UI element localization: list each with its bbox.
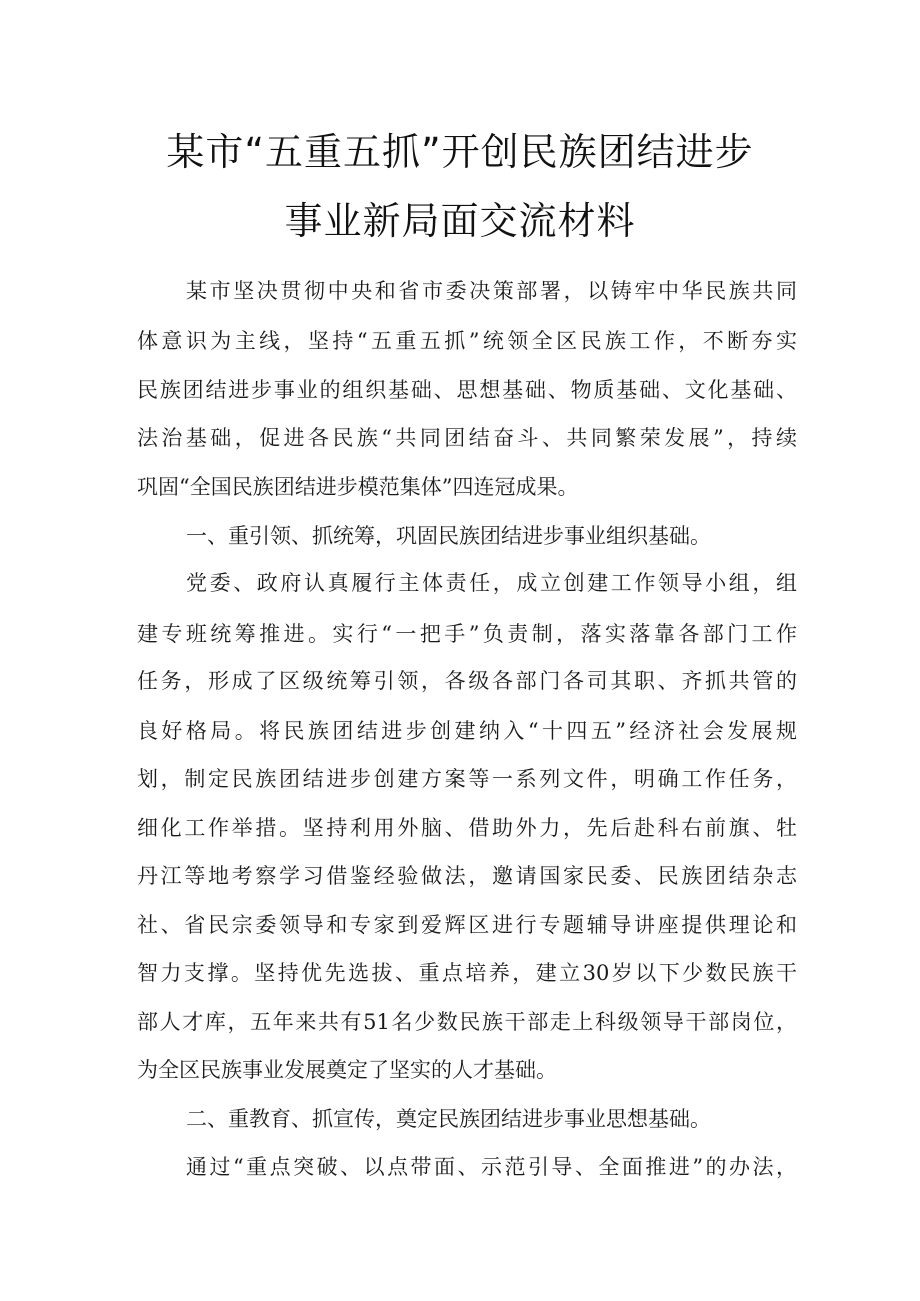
body-text-line: 任务，形成了区级统筹引领，各级各部门各司其职、齐抓共管的 — [137, 669, 797, 693]
body-text-line: 丹江等地考察学习借鉴经验做法，邀请国家民委、民族团结杂志 — [137, 864, 797, 888]
document-title-line-1: 某市“五重五抓”开创民族团结进步 — [166, 130, 754, 174]
body-text-line: 社、省民宗委领导和专家到爱辉区进行专题辅导讲座提供理论和 — [137, 913, 797, 937]
body-text-line: 法治基础，促进各民族“共同团结奋斗、共同繁荣发展”，持续 — [137, 426, 797, 450]
body-text-line: 某市坚决贯彻中央和省市委决策部署，以铸牢中华民族共同 — [186, 279, 797, 303]
body-text-line: 党委、政府认真履行主体责任，成立创建工作领导小组，组 — [186, 571, 797, 595]
section-heading-1: 一、重引领、抓统筹，巩固民族团结进步事业组织基础。 — [186, 524, 711, 548]
body-text-line: 良好格局。将民族团结进步创建纳入“十四五”经济社会发展规 — [137, 719, 797, 743]
body-text-line: 划，制定民族团结进步创建方案等一系列文件，明确工作任务， — [137, 767, 797, 791]
body-text-line: 民族团结进步事业的组织基础、思想基础、物质基础、文化基础、 — [137, 378, 797, 402]
body-text-line: 细化工作举措。坚持利用外脑、借助外力，先后赴科右前旗、牡 — [137, 816, 797, 840]
body-text-line: 通过“重点突破、以点带面、示范引导、全面推进”的办法， — [186, 1155, 797, 1179]
document-title-line-2: 事业新局面交流材料 — [284, 199, 636, 243]
body-text-line: 部人才库，五年来共有51名少数民族干部走上科级领导干部岗位， — [137, 1010, 797, 1034]
body-text-line: 巩固“全国民族团结进步模范集体”四连冠成果。 — [137, 475, 579, 499]
body-text-line: 体意识为主线，坚持“五重五抓”统领全区民族工作，不断夯实 — [137, 329, 797, 353]
body-text-line: 为全区民族事业发展奠定了坚实的人才基础。 — [137, 1058, 557, 1082]
body-text-line: 智力支撑。坚持优先选拔、重点培养，建立30岁以下少数民族干 — [137, 961, 797, 985]
body-text-line: 建专班统筹推进。实行“一把手”负责制，落实落靠各部门工作 — [137, 622, 797, 646]
section-heading-2: 二、重教育、抓宣传，奠定民族团结进步事业思想基础。 — [186, 1107, 711, 1131]
